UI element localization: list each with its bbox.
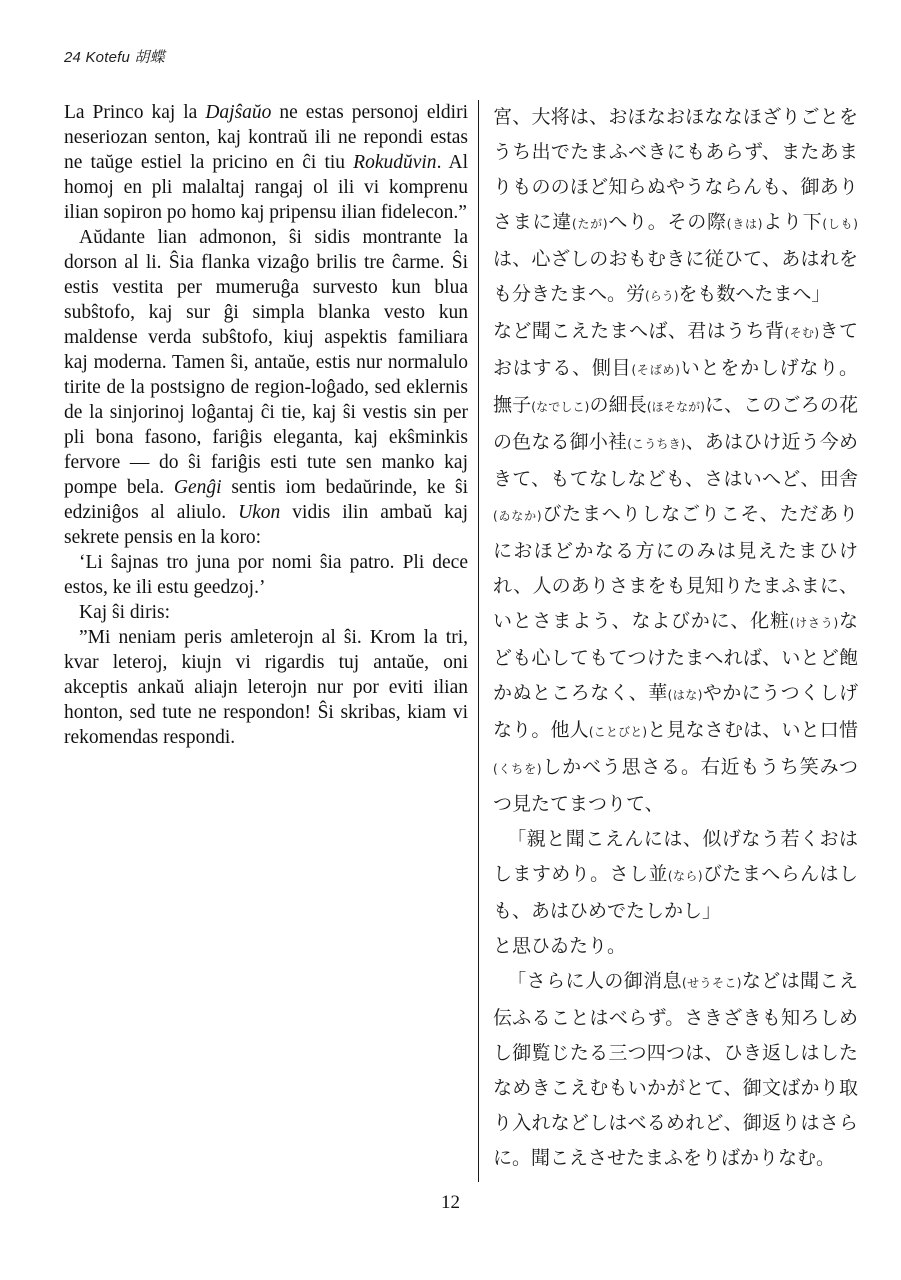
furigana-reading: (ゐなか) (493, 509, 542, 523)
paragraph: 宮、大将は、おほなおほななほざりごとをうち出でたまふべきにもあらず、またあまりもののほど知らぬやうならんも、御ありさまに違(たが)へり。その際(きは)より下(しも)は、心ざしのおもむきに従ひて、あはれをも分きたまへ。労(らう)をも数へたまへ」 (493, 106, 858, 305)
furigana-reading: (なでしこ) (531, 400, 590, 414)
page-content (64, 100, 858, 1182)
paragraph: など聞こえたまへば、君はうち背(そむ)きておはする、側目(そばめ)いとをかしげなり。撫子(なでしこ)の細長(ほそなが)に、このごろの花の色なる御小袿(こうちき)、あはひけ近う今めきて、もてなしなども、さはいへど、田舎(ゐなか)びたまへりしなごりこそ、ただありにおほどかなる方にのみは見えたまひけれ、人のありさまをも見知りたまふまに、いとさまよう、なよびかに、化粧(けさう)なども心してもてつけたまへれば、いとど飽かぬところなく、華(はな)やかにうつくしげなり。他人(ことびと)と見なさむは、いと口惜(くちを)しかべう思さる。右近もうち笑みつつ見たてまつりて、 (493, 320, 858, 815)
furigana-reading: (きは) (726, 217, 763, 231)
furigana-reading: (しも) (822, 217, 858, 231)
furigana-reading: (ほそなが) (646, 400, 705, 414)
paragraph: La Princo kaj la Dajŝaŭo ne estas personoj eldiri neseriozan senton, kaj kontraŭ ili ne repondi estas ne taŭge estiel la pricino en ĉi tiu Rokudŭvin. Al homoj en pli malaltaj rangaj ol ili vi komprenu ilian sopiron po homo kaj pripensu ilian fidelecon.” (64, 102, 468, 223)
furigana-reading: (たが) (571, 217, 608, 231)
running-header: 24 Kotefu 胡蝶 (64, 49, 165, 66)
furigana-reading: (らう) (645, 289, 679, 303)
furigana-reading: (そむ) (784, 326, 820, 340)
paragraph: Aŭdante lian admonon, ŝi sidis montrante la dorson al li. Ŝia flanka vizaĝo brilis tre ĉarme. Ŝi estis vestita per mumeruĝa survesto kun blua subŝtofo, kaj sur ĝi simpla blanka vesto kun maldense verda subŝtofo, kiuj aspektis familiara kaj moderna. Tamen ŝi, antaŭe, estis nur normalulo tirite de la postsigno de region-loĝado, sed eklernis de la sinjorinoj loĝantaj ĉi tie, kaj ŝi vestis sin per pli bona fasono, fariĝis eleganta, kaj ekŝminkis fervore — do ŝi fariĝis esti tute sen manko kaj pompe bela. Genĝi sentis iom bedaŭrinde, ke ŝi edziniĝos al aliulo. Ukon vidis ilin ambaŭ kaj sekrete pensis en la koro: (64, 227, 468, 548)
furigana-reading: (なら) (667, 869, 703, 883)
paragraph: ‘Li ŝajnas tro juna por nomi ŝia patro. Pli dece estos, ke ili estu geedzoj.’ (64, 552, 468, 598)
paragraph: ”Mi neniam peris amleterojn al ŝi. Krom la tri, kvar leteroj, kiujn vi rigardis tuj antaŭe, oni akceptis ankaŭ aliajn leterojn nur por eviti ilian honton, sed tute ne respondon! Ŝi skribas, kiam vi rekomendas respondi. (64, 627, 468, 748)
paragraph: 「親と聞こえんには、似げなう若くおはしますめり。さし並(なら)びたまへらんはしも、あはひめでたしかし」 (493, 828, 858, 922)
left-column (64, 100, 478, 1182)
right-column (479, 100, 858, 1182)
furigana-reading: (こうちき) (627, 437, 686, 451)
furigana-reading: (けさう) (789, 616, 839, 630)
furigana-reading: (ことびと) (588, 725, 648, 739)
furigana-reading: (せうそこ) (682, 976, 742, 990)
furigana-reading: (そばめ) (631, 363, 680, 377)
furigana-reading: (はな) (667, 688, 703, 702)
page-number: 12 (441, 1192, 460, 1213)
furigana-reading: (くちを) (493, 762, 542, 776)
paragraph: Kaj ŝi diris: (79, 602, 170, 623)
paragraph: 「さらに人の御消息(せうそこ)などは聞こえ伝ふることはべらず。さきざきも知ろしめし御覧じたる三つ四つは、ひき返しはしたなめきこえむもいかがとて、御文ばかり取り入れなどしはべるめれど、御返りはさらに。聞こえさせたまふをりばかりなむ。 (493, 970, 858, 1169)
paragraph: と思ひゐたり。 (493, 935, 627, 957)
